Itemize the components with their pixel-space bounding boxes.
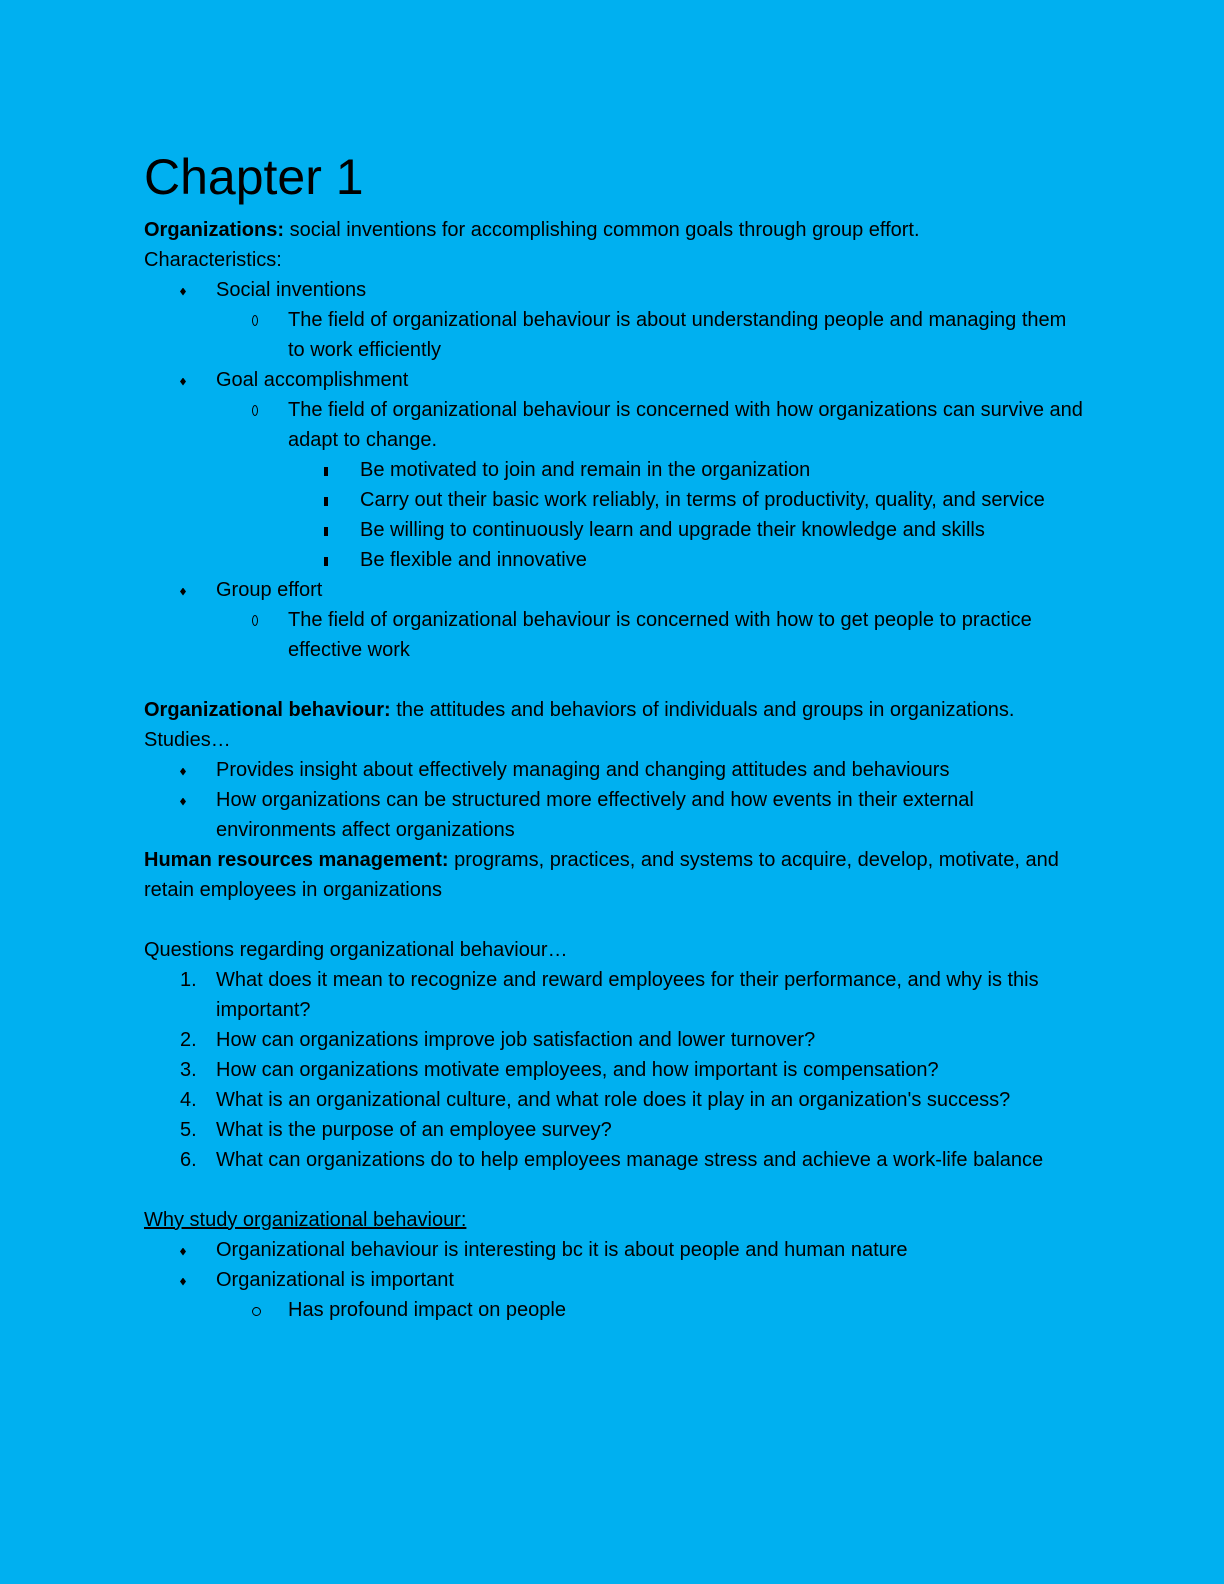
document-page — [144, 146, 1084, 1325]
list-item: 1. What does it mean to recognize and reward employees for their performance, and why is this important? — [180, 968, 1039, 1021]
diamond-bullet-icon — [180, 588, 186, 596]
list-item: 5. What is the purpose of an employee survey? — [180, 1118, 612, 1141]
list-item: The field of organizational behaviour is about understanding people and managing them to work efficiently — [288, 305, 1084, 365]
list-item: Social inventions — [216, 275, 1084, 305]
square-bullet-icon — [324, 557, 328, 566]
hrm-definition — [144, 845, 1084, 905]
circle-bullet-icon — [252, 1307, 261, 1316]
list-item: Carry out their basic work reliably, in terms of productivity, quality, and service — [360, 485, 1084, 515]
list-item: Be willing to continuously learn and upgrade their knowledge and skills — [360, 515, 1084, 545]
organizations-term: Organizations: — [144, 218, 285, 241]
list-item: 6. What can organizations do to help employees manage stress and achieve a work-life balance — [180, 1148, 1044, 1171]
characteristics-label: Characteristics: — [144, 248, 282, 271]
diamond-bullet-icon — [180, 288, 186, 296]
list-item: 3. How can organizations motivate employees, and how important is compensation? — [180, 1058, 939, 1081]
diamond-bullet-icon — [180, 768, 186, 776]
ob-term: Organizational behaviour: — [144, 698, 391, 721]
oval-bullet-icon — [252, 615, 258, 626]
list-item: Group effort — [216, 575, 1084, 605]
ob-def: the attitudes and behaviors of individuals and groups in organizations. Studies… — [144, 698, 1015, 751]
oval-bullet-icon — [252, 315, 258, 326]
list-item: Organizational behaviour is interesting bc it is about people and human nature — [216, 1235, 1084, 1265]
hrm-def: programs, practices, and systems to acquire, develop, motivate, and retain employees in organizations — [144, 848, 1059, 901]
list-item: How organizations can be structured more effectively and how events in their external environments affect organizations — [216, 785, 1084, 845]
questions-intro: Questions regarding organizational behaviour… — [144, 938, 568, 961]
list-item: Organizational is important — [216, 1265, 1084, 1295]
square-bullet-icon — [324, 467, 328, 476]
list-item: The field of organizational behaviour is concerned with how to get people to practice effective work — [288, 605, 1084, 665]
list-item: 2. How can organizations improve job satisfaction and lower turnover? — [180, 1028, 816, 1051]
diamond-bullet-icon — [180, 798, 186, 806]
diamond-bullet-icon — [180, 378, 186, 386]
list-item: Has profound impact on people — [288, 1295, 1084, 1325]
list-item: Be motivated to join and remain in the organization — [360, 455, 1084, 485]
organizations-def: social inventions for accomplishing common goals through group effort. — [284, 218, 920, 241]
page-title: Chapter 1 — [144, 149, 364, 205]
diamond-bullet-icon — [180, 1248, 186, 1256]
organizations-definition — [144, 215, 1084, 245]
list-item: Provides insight about effectively managing and changing attitudes and behaviours — [216, 755, 1084, 785]
ob-definition — [144, 695, 1084, 755]
square-bullet-icon — [324, 527, 328, 536]
oval-bullet-icon — [252, 405, 258, 416]
list-item: 4. What is an organizational culture, and what role does it play in an organization's success? — [180, 1088, 1011, 1111]
diamond-bullet-icon — [180, 1278, 186, 1286]
why-heading: Why study organizational behaviour: — [144, 1208, 467, 1231]
hrm-term: Human resources management: — [144, 848, 449, 871]
list-item: The field of organizational behaviour is concerned with how organizations can survive and adapt to change. — [288, 395, 1084, 455]
list-item: Goal accomplishment — [216, 365, 1084, 395]
list-item: Be flexible and innovative — [360, 545, 1084, 575]
square-bullet-icon — [324, 497, 328, 506]
